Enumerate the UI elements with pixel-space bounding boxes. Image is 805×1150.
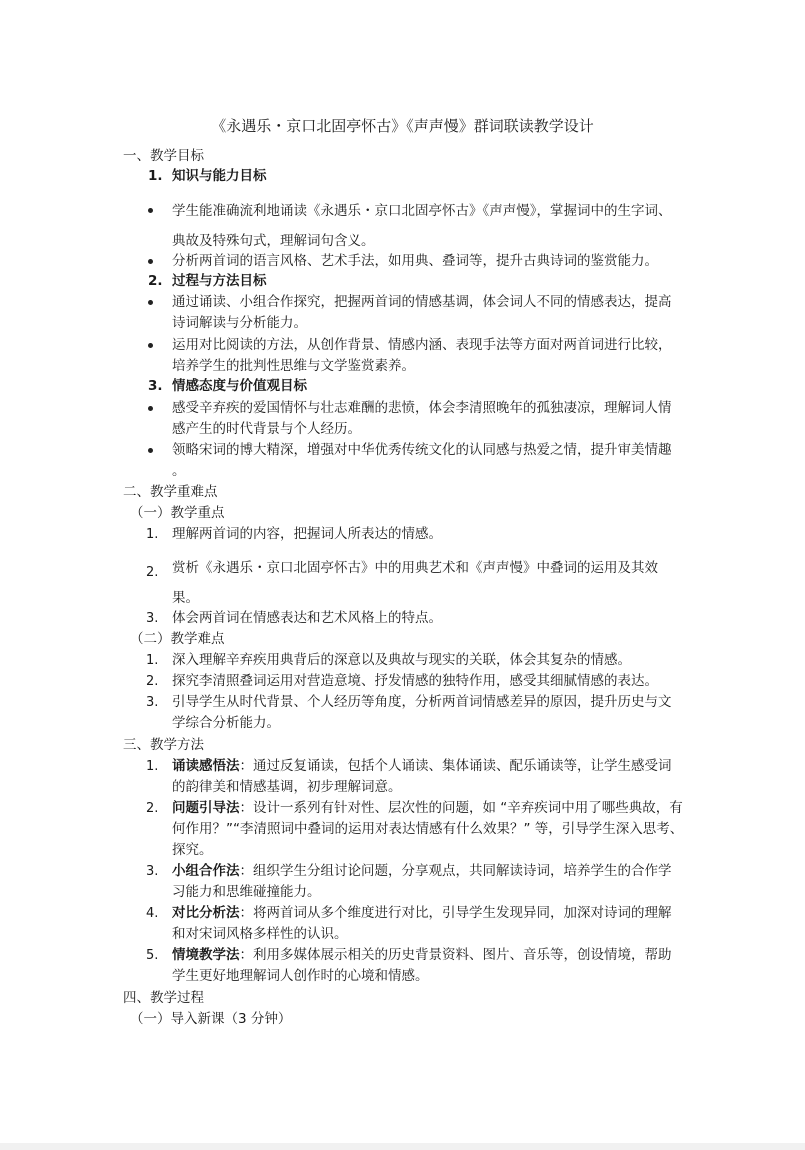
method-item — [146, 756, 684, 798]
item-text: 体会两首词在情感表达和艺术风格上的特点。 — [172, 610, 442, 626]
numbered-item — [146, 692, 684, 734]
item-text: 理解两首词的内容，把握词人所表达的情感。 — [172, 526, 442, 542]
item-text: 探究李清照叠词运用对营造意境、抒发情感的独特作用，感受其细腻情感的表达。 — [172, 673, 658, 689]
item-text: 引导学生从时代背景、个人经历等角度，分析两首词情感差异的原因，提升历史与文学综合分析能力。 — [172, 694, 672, 731]
method-text: ：组织学生分组讨论问题，分享观点，共同解读诗词，培养学生的合作学习能力和思维碰撞能力。 — [172, 863, 672, 900]
section-heading-methods: 三、教学方法 — [123, 737, 204, 753]
numbered-item — [146, 650, 684, 671]
numbered-item — [146, 671, 684, 692]
bullet-item: 通过诵读、小组合作探究，把握两首词的情感基调，体会词人不同的情感表达，提高诗词解读与分析能力。 — [172, 292, 684, 334]
goal-number: 3. — [148, 378, 163, 394]
subsection-heading-difficulty: （二）教学难点 — [130, 631, 225, 647]
goal-number: 1. — [148, 168, 163, 184]
method-item — [146, 798, 684, 861]
subsection-heading-focus: （一）教学重点 — [130, 505, 225, 521]
goal-heading-process — [148, 271, 267, 291]
goal-title: 情感态度与价值观目标 — [172, 378, 307, 394]
item-number: 1. — [146, 653, 159, 668]
goal-title: 知识与能力目标 — [172, 168, 267, 184]
section-heading-objectives: 一、教学目标 — [123, 148, 204, 164]
method-text: ：将两首词从多个维度进行对比，引导学生发现异同，加深对诗词的理解和对宋词风格多样性的认识。 — [172, 905, 672, 942]
method-text: ：利用多媒体展示相关的历史背景资料、图片、音乐等，创设情境，帮助学生更好地理解词人创作时的心境和情感。 — [172, 947, 672, 984]
item-number: 2. — [146, 801, 159, 816]
method-item — [146, 861, 684, 903]
method-text: ：通过反复诵读，包括个人诵读、集体诵读、配乐诵读等，让学生感受词的韵律美和情感基调，初步理解词意。 — [172, 758, 672, 795]
item-number: 3. — [146, 611, 159, 626]
numbered-item — [146, 553, 684, 613]
bullet-item: 学生能准确流利地诵读《永遇乐・京口北固亭怀古》《声声慢》，掌握词中的生字词、典故及特殊句式，理解词句含义。 — [172, 196, 684, 256]
method-text: ：设计一系列有针对性、层次性的问题，如 “辛弃疾词中用了哪些典故，有何作用？”“李清照词中叠词的运用对表达情感有什么效果？” 等，引导学生深入思考、探究。 — [172, 800, 684, 858]
method-name: 对比分析法 — [172, 905, 240, 921]
goal-number: 2. — [148, 273, 163, 289]
goal-heading-attitude — [148, 376, 307, 396]
item-number: 3. — [146, 864, 159, 879]
item-text: 赏析《永遇乐・京口北固亭怀古》中的用典艺术和《声声慢》中叠词的运用及其效果。 — [172, 560, 658, 606]
numbered-item — [146, 608, 684, 629]
item-number: 5. — [146, 948, 159, 963]
item-number: 4. — [146, 906, 159, 921]
method-name: 诵读感悟法 — [172, 758, 240, 774]
method-name: 问题引导法 — [172, 800, 240, 816]
method-name: 小组合作法 — [172, 863, 240, 879]
item-number: 1. — [146, 527, 159, 542]
numbered-item — [146, 524, 684, 545]
item-text: 深入理解辛弃疾用典背后的深意以及典故与现实的关联，体会其复杂的情感。 — [172, 652, 631, 668]
bullet-item: 领略宋词的博大精深，增强对中华优秀传统文化的认同感与热爱之情，提升审美情趣 。 — [172, 440, 684, 482]
method-item — [146, 903, 684, 945]
goal-title: 过程与方法目标 — [172, 273, 267, 289]
item-number: 2. — [146, 674, 159, 689]
bullet-item: 分析两首词的语言风格、艺术手法，如用典、叠词等，提升古典诗词的鉴赏能力。 — [172, 251, 684, 272]
item-number: 3. — [146, 695, 159, 710]
item-number: 1. — [146, 759, 159, 774]
document-title: 《永遇乐・京口北固亭怀古》《声声慢》群词联读教学设计 — [211, 117, 594, 135]
goal-heading-knowledge — [148, 166, 267, 186]
section-heading-keypoints: 二、教学重难点 — [123, 484, 218, 500]
bullet-item: 运用对比阅读的方法，从创作背景、情感内涵、表现手法等方面对两首词进行比较，培养学生的批判性思维与文学鉴赏素养。 — [172, 335, 684, 377]
bullet-item: 感受辛弃疾的爱国情怀与壮志难酬的悲愤，体会李清照晚年的孤独凄凉，理解词人情感产生的时代背景与个人经历。 — [172, 398, 684, 440]
section-heading-process: 四、教学过程 — [123, 990, 204, 1006]
item-number: 2. — [146, 565, 159, 580]
method-name: 情境教学法 — [172, 947, 240, 963]
method-item — [146, 945, 684, 987]
subsection-heading-intro: （一）导入新课（3 分钟） — [130, 1011, 292, 1027]
